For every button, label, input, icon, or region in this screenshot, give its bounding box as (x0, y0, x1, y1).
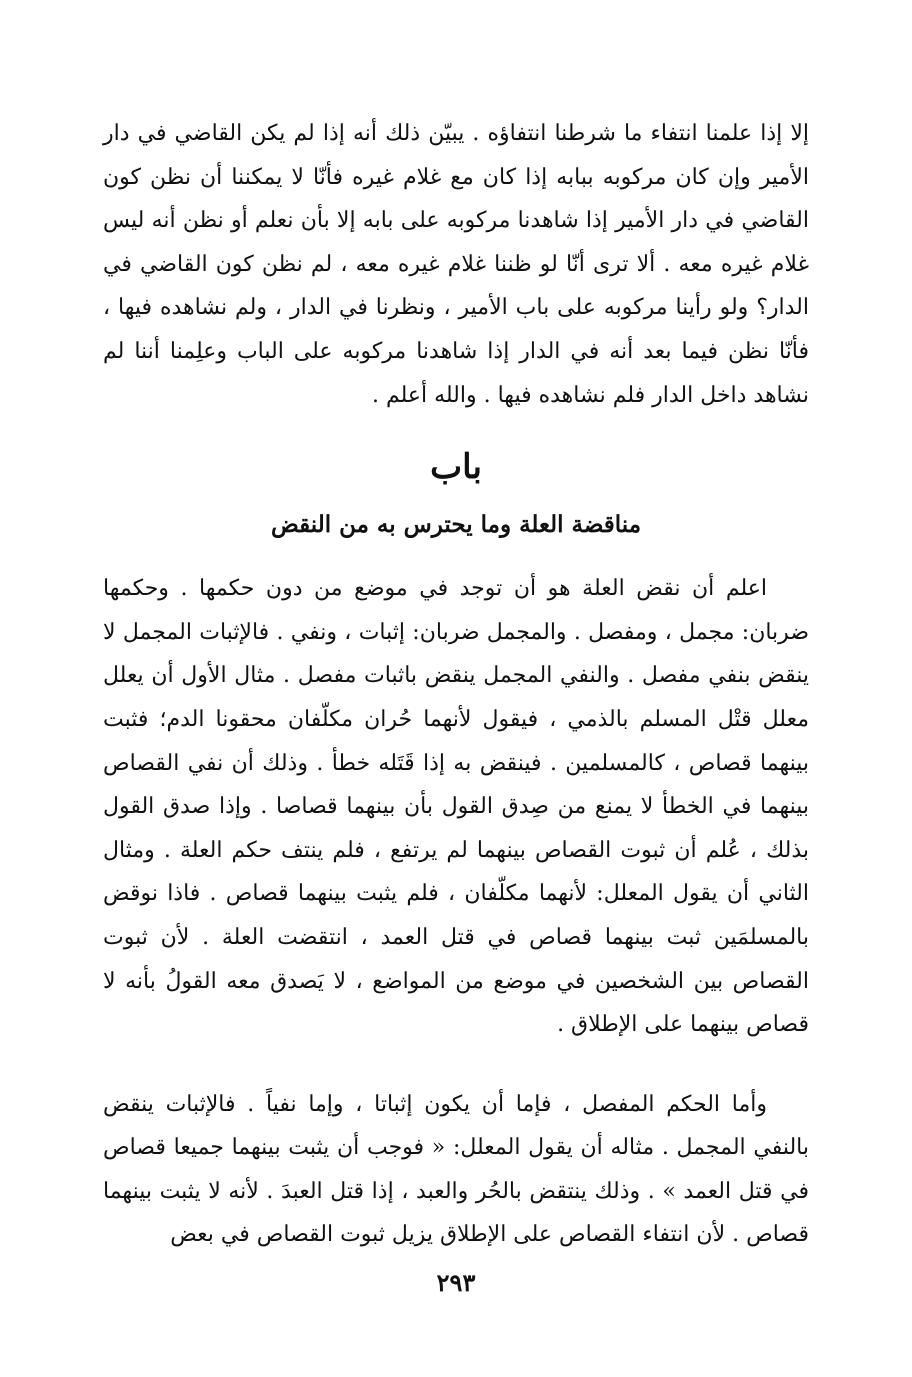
page-number: ٢٩٣ (436, 1268, 476, 1297)
body-paragraph-1: اعلم أن نقض العلة هو أن توجد في موضع من دون حكمها . وحكمها ضربان: مجمل ، ومفصل . والمجمل ضربان: إثبات ، ونفي . فالإثبات المجمل لا ينقض بنفي مفصل . والنفي المجمل ينقض باثبات مفصل . مثال الأول أن يعلل معلل قتْل المسلم بالذمي ، فيقول لأنهما حُران مكلّفان محقونا الدم؛ فثبت بينهما قصاص ، كالمسلمين . فينقض به إذا قَتَله خطأ . وذلك أن نفي القصاص بينهما في الخطأ لا يمنع من صِدق القول بأن بينهما قصاصا . وإذا صدق القول بذلك ، عُلم أن ثبوت القصاص بينهما لم يرتفع ، فلم ينتف حكم العلة . ومثال الثاني أن يقول المعلل: لأنهما مكلّفان ، فلم يثبت بينهما قصاص . فاذا نوقض بالمسلمَين ثبت بينهما قصاص في قتل العمد ، انتقضت العلة . لأن ثبوت القصاص بين الشخصين في موضع من المواضع ، لا يَصدق معه القولُ بأنه لا قصاص بينهما على الإطلاق . (103, 576, 809, 1038)
spacer (103, 545, 809, 567)
body-paragraph-2: وأما الحكم المفصل ، فإما أن يكون إثباتا ، وإما نفياً . فالإثبات ينقض بالنفي المجمل . مثاله أن يقول المعلل: « فوجب أن يثبت بينهما جميعا قصاص في قتل العمد » . وذلك ينتقض بالحُر والعبد ، إذا قتل العبدَ . لأنه لا يثبت بينهما قصاص . لأن انتفاء القصاص على الإطلاق يزيل ثبوت القصاص في بعض (103, 1091, 809, 1248)
spacer (103, 1047, 809, 1083)
chapter-title: باب (430, 447, 482, 488)
chapter-subtitle: مناقضة العلة وما يحترس به من النقض (270, 511, 642, 539)
intro-paragraph: إلا إذا علمنا انتفاء ما شرطنا انتفاؤه . يبيّن ذلك أنه إذا لم يكن القاضي في دار الأمير وإن كان مركوبه ببابه إذا كان مع غلام غيره فأنّا لا يمكننا أن نظن كون القاضي في دار الأمير إذا شاهدنا مركوبه على بابه إلا بأن نعلم أو نظن أنه ليس غلام غيره معه . ألا ترى أنّا لو ظننا غلام غيره معه ، لم نظن كون القاضي في الدار؟ ولو رأينا مركوبه على باب الأمير ، ونظرنا في الدار ، ولم نشاهده فيها ، فأنّا نظن فيما بعد أنه في الدار إذا شاهدنا مركوبه على الباب وعلِمنا أننا لم نشاهد داخل الدار فلم نشاهده فيها . والله أعلم . (103, 121, 809, 408)
document-page (103, 112, 809, 1257)
